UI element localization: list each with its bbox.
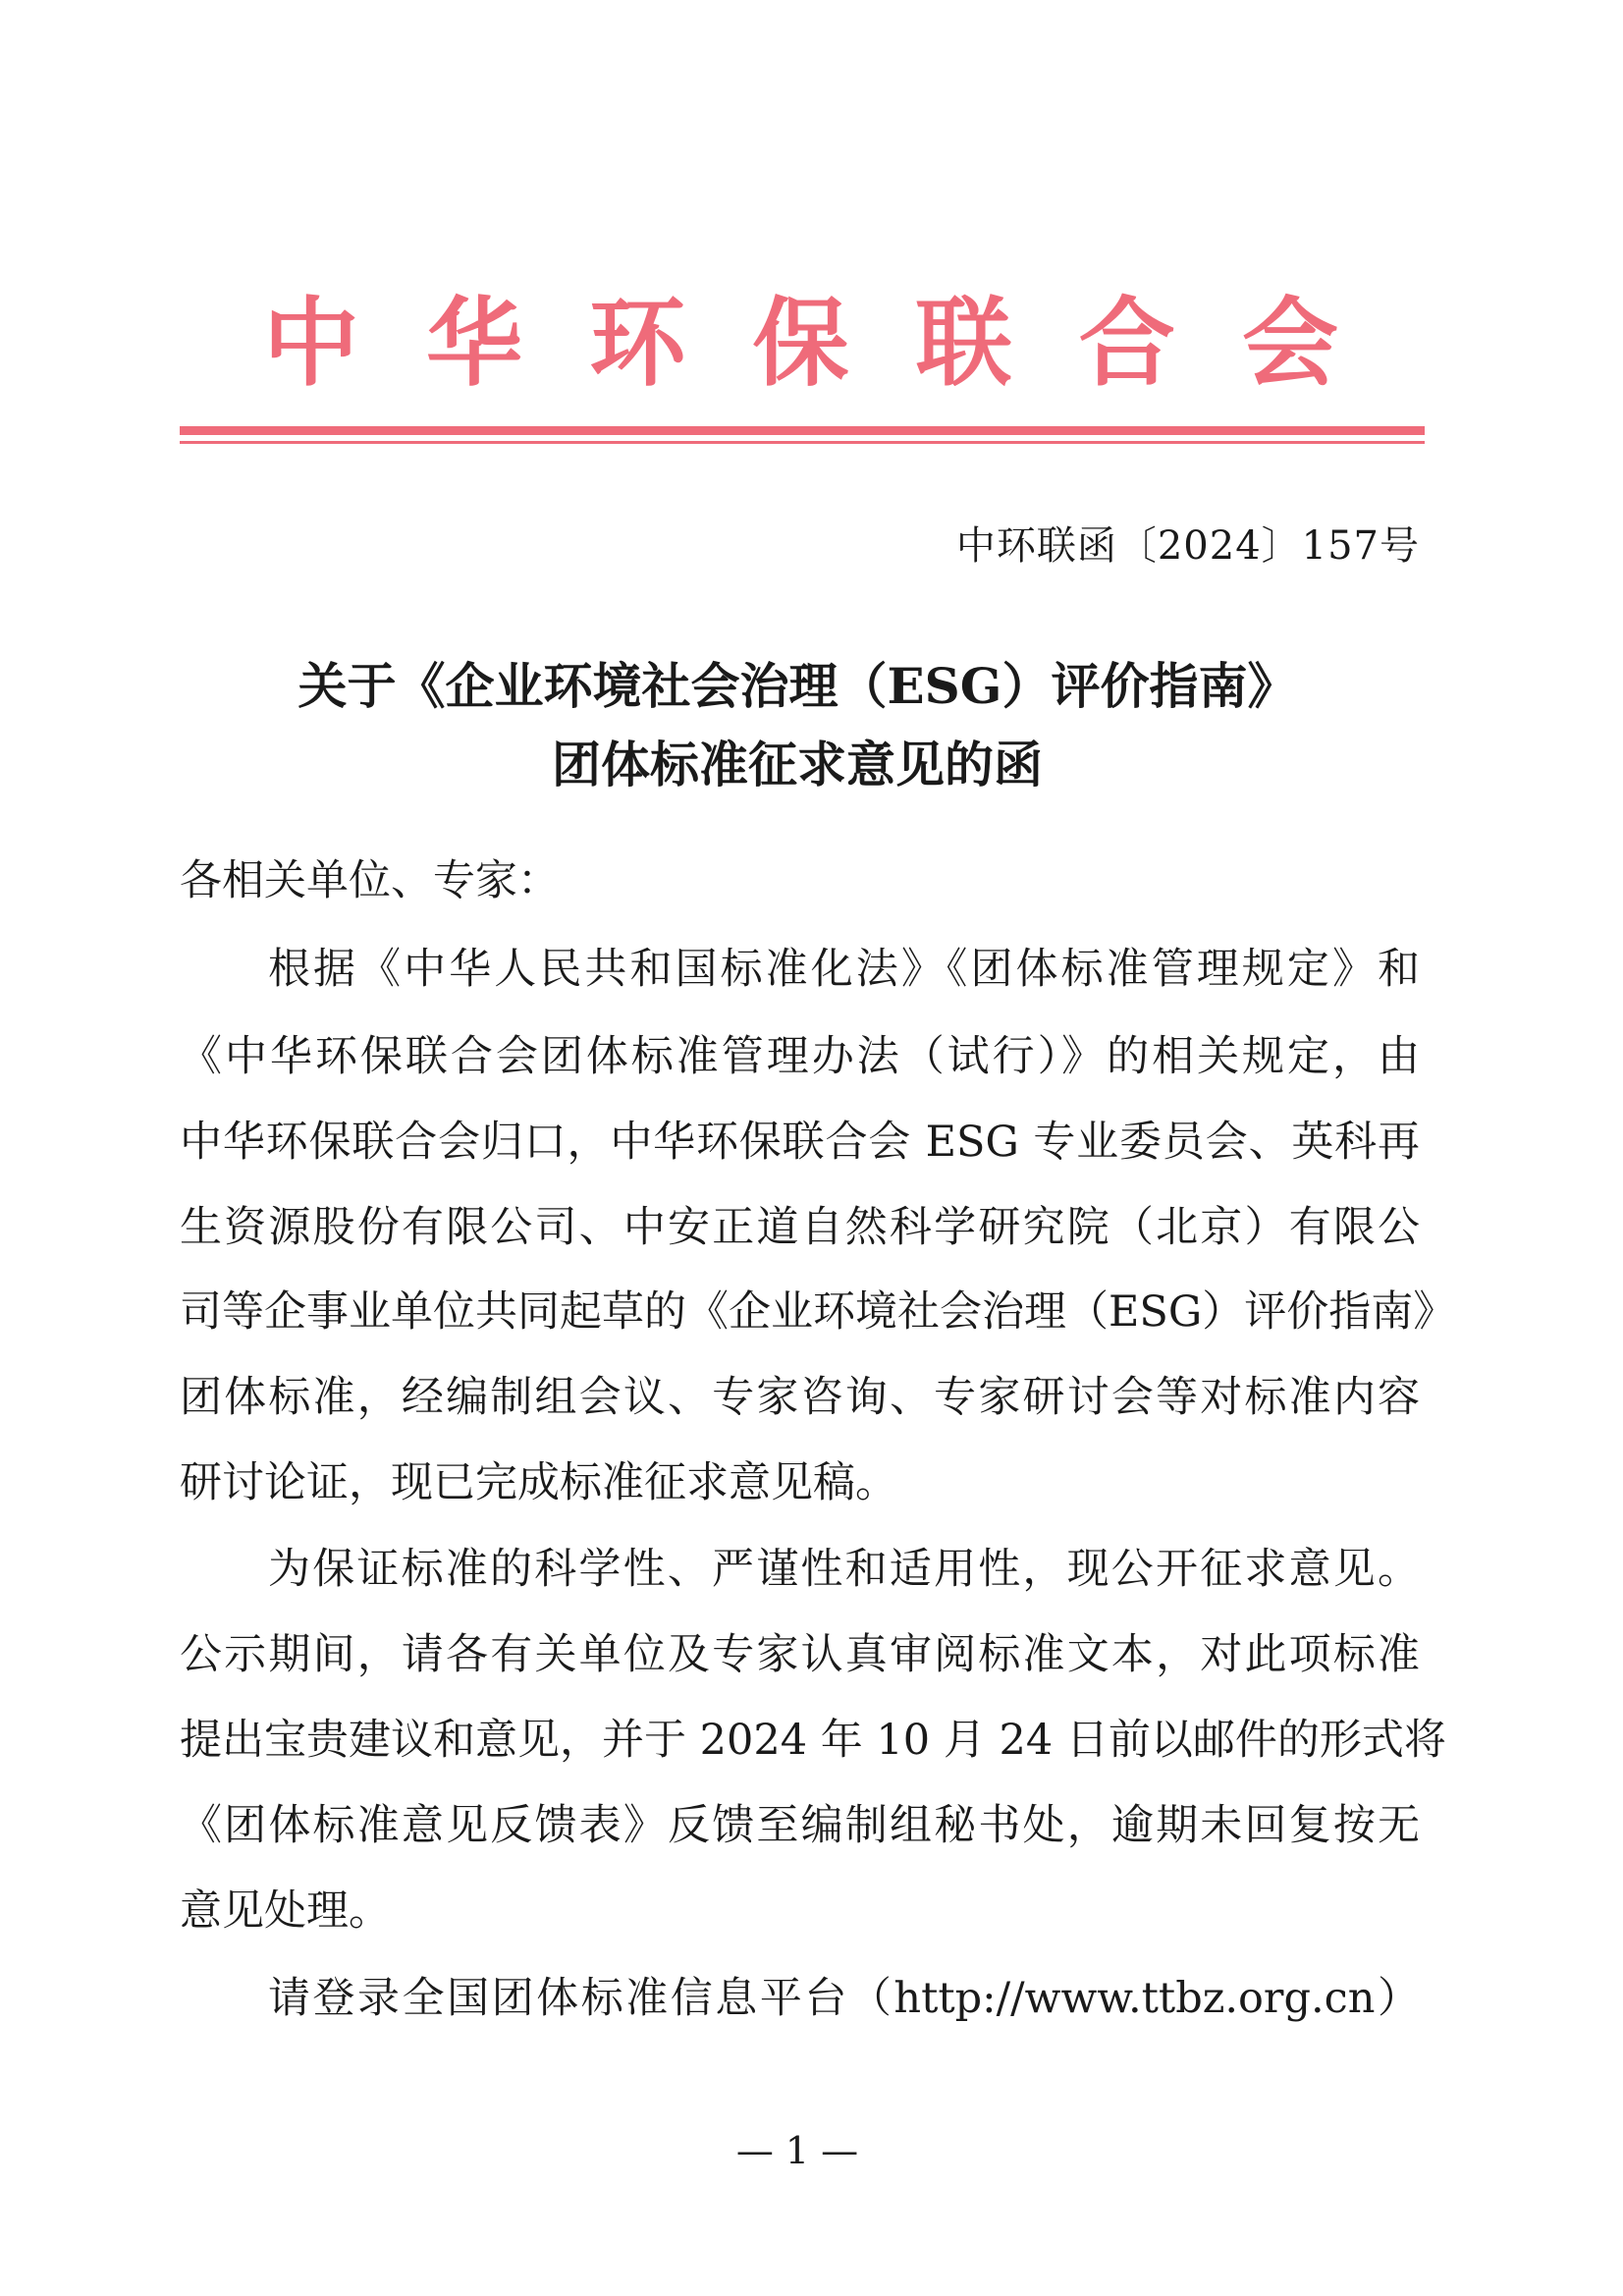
body-line: 根据《中华人民共和国标准化法》《团体标准管理规定》和 [268,945,1420,994]
document-number: 中环联函〔2024〕157号 [955,523,1420,569]
body-line: 中华环保联合会归口，中华环保联合会 ESG 专业委员会、英科再 [180,1118,1420,1167]
salutation: 各相关单位、专家： [180,856,560,905]
document-title-line-2: 团体标准征求意见的函 [552,736,1043,793]
body-line: 司等企事业单位共同起草的《企业环境社会治理（ESG）评价指南》 [180,1287,1456,1337]
page-number: — 1 — [735,2129,859,2172]
body-line: 生资源股份有限公司、中安正道自然科学研究院（北京）有限公 [180,1203,1420,1252]
body-line: 团体标准，经编制组会议、专家咨询、专家研讨会等对标准内容 [180,1373,1420,1422]
body-line: 公示期间，请各有关单位及专家认真审阅标准文本，对此项标准 [180,1630,1420,1679]
masthead-char: 联 [915,287,1012,400]
body-line: 研讨论证，现已完成标准征求意见稿。 [180,1458,897,1507]
masthead-char: 会 [1241,287,1338,400]
masthead-char: 环 [589,287,686,400]
body-line: 《团体标准意见反馈表》反馈至编制组秘书处，逾期未回复按无 [180,1801,1420,1850]
masthead-char: 华 [426,287,523,400]
body-line: 《中华环保联合会团体标准管理办法（试行）》的相关规定，由 [180,1032,1420,1081]
masthead-char: 中 [263,287,360,400]
body-line: 为保证标准的科学性、严谨性和适用性，现公开征求意见。 [268,1545,1420,1594]
organization-masthead [263,285,1338,403]
masthead-char: 保 [752,287,849,400]
body-line: 意见处理。 [180,1886,391,1936]
body-line: 提出宝贵建议和意见，并于 2024 年 10 月 24 日前以邮件的形式将 [180,1716,1446,1765]
document-title-line-1: 关于《企业环境社会治理（ESG）评价指南》 [298,657,1297,715]
body-line-with-link: 请登录全国团体标准信息平台（http://www.ttbz.org.cn） [268,1974,1420,2023]
masthead-divider-thick [180,426,1425,435]
masthead-char: 合 [1078,287,1175,400]
masthead-divider-thin [180,441,1425,444]
